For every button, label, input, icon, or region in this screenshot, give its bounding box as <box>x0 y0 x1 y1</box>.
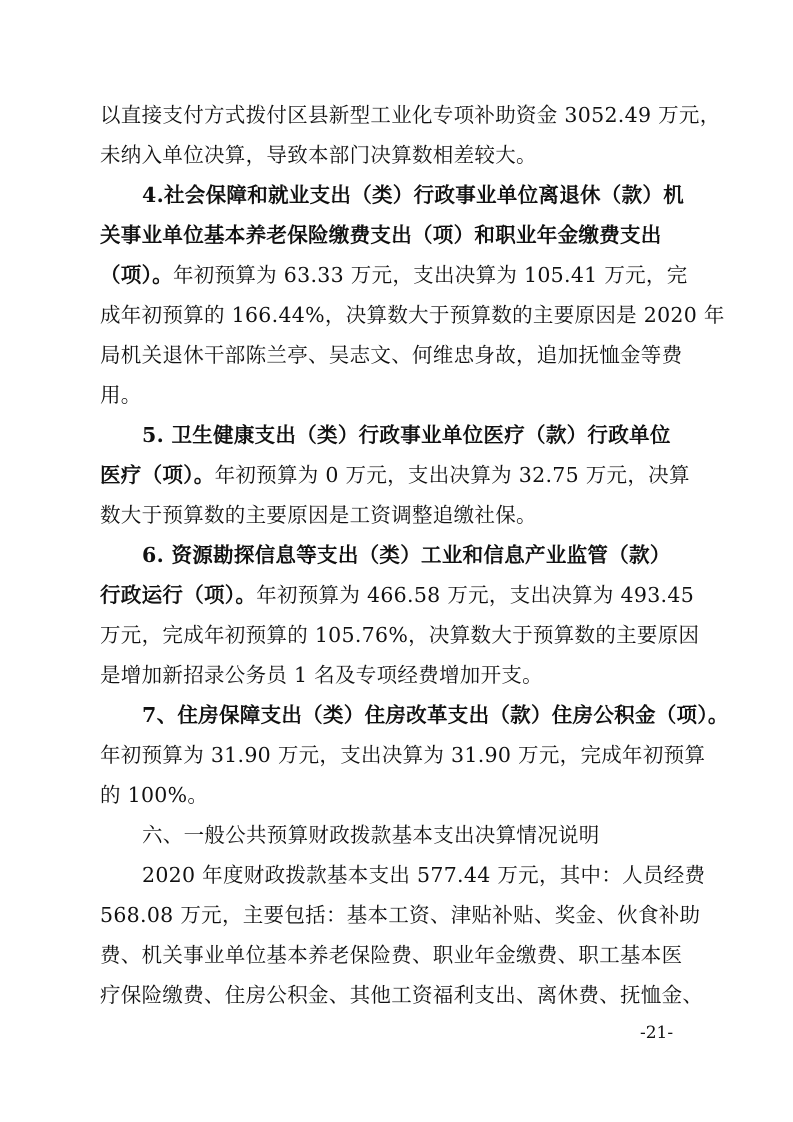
paragraph-line <box>100 581 695 609</box>
paragraph-line: 未纳入单位决算，导致本部门决算数相差较大。 <box>100 143 537 167</box>
item-text: 年初预算为 0 万元，支出决算为 32.75 万元，决算 <box>214 463 690 487</box>
paragraph-line: 费、机关事业单位基本养老保险费、职业年金缴费、职工基本医 <box>100 943 683 967</box>
item-heading-tail: 医疗（项）。 <box>100 463 215 487</box>
paragraph-line: 成年初预算的 166.44%，决算数大于预算数的主要原因是 2020 年 <box>100 303 725 327</box>
item-text: 年初预算为 466.58 万元，支出决算为 493.45 <box>256 583 695 607</box>
page-number: -21- <box>640 1023 674 1043</box>
item-heading: 7、住房保障支出（类）住房改革支出（款）住房公积金（项）。 <box>142 703 729 727</box>
paragraph-line: 2020 年度财政拨款基本支出 577.44 万元，其中：人员经费 <box>142 863 706 887</box>
paragraph-line: 568.08 万元，主要包括：基本工资、津贴补贴、奖金、伙食补助 <box>100 903 701 927</box>
item-heading: 6. 资源勘探信息等支出（类）工业和信息产业监管（款） <box>142 543 671 567</box>
paragraph-line: 的 100%。 <box>100 783 209 807</box>
item-heading-tail: （项）。 <box>100 263 173 287</box>
item-heading: 关事业单位基本养老保险缴费支出（项）和职业年金缴费支出 <box>100 223 662 247</box>
item-text: 年初预算为 63.33 万元，支出决算为 105.41 万元，完 <box>172 263 688 287</box>
paragraph-line: 疗保险缴费、住房公积金、其他工资福利支出、离休费、抚恤金、 <box>100 983 704 1007</box>
paragraph-line <box>100 461 695 489</box>
paragraph-line: 万元，完成年初预算的 105.76%，决算数大于预算数的主要原因 <box>100 623 700 647</box>
paragraph-line: 以直接支付方式拨付区县新型工业化专项补助资金 3052.49 万元， <box>100 103 721 127</box>
item-heading-tail: 行政运行（项）。 <box>100 583 257 607</box>
paragraph-line: 用。 <box>100 383 142 407</box>
paragraph-line: 局机关退休干部陈兰亭、吴志文、何维忠身故，追加抚恤金等费 <box>100 343 683 367</box>
paragraph-line: 年初预算为 31.90 万元，支出决算为 31.90 万元，完成年初预算 <box>100 743 706 767</box>
paragraph-line <box>100 261 695 289</box>
item-heading: 5. 卫生健康支出（类）行政事业单位医疗（款）行政单位 <box>142 423 671 447</box>
section-heading: 六、一般公共预算财政拨款基本支出决算情况说明 <box>142 823 600 847</box>
item-heading: 4.社会保障和就业支出（类）行政事业单位离退休（款）机 <box>142 183 684 207</box>
paragraph-line: 是增加新招录公务员 1 名及专项经费增加开支。 <box>100 663 543 687</box>
paragraph-line: 数大于预算数的主要原因是工资调整追缴社保。 <box>100 503 537 527</box>
